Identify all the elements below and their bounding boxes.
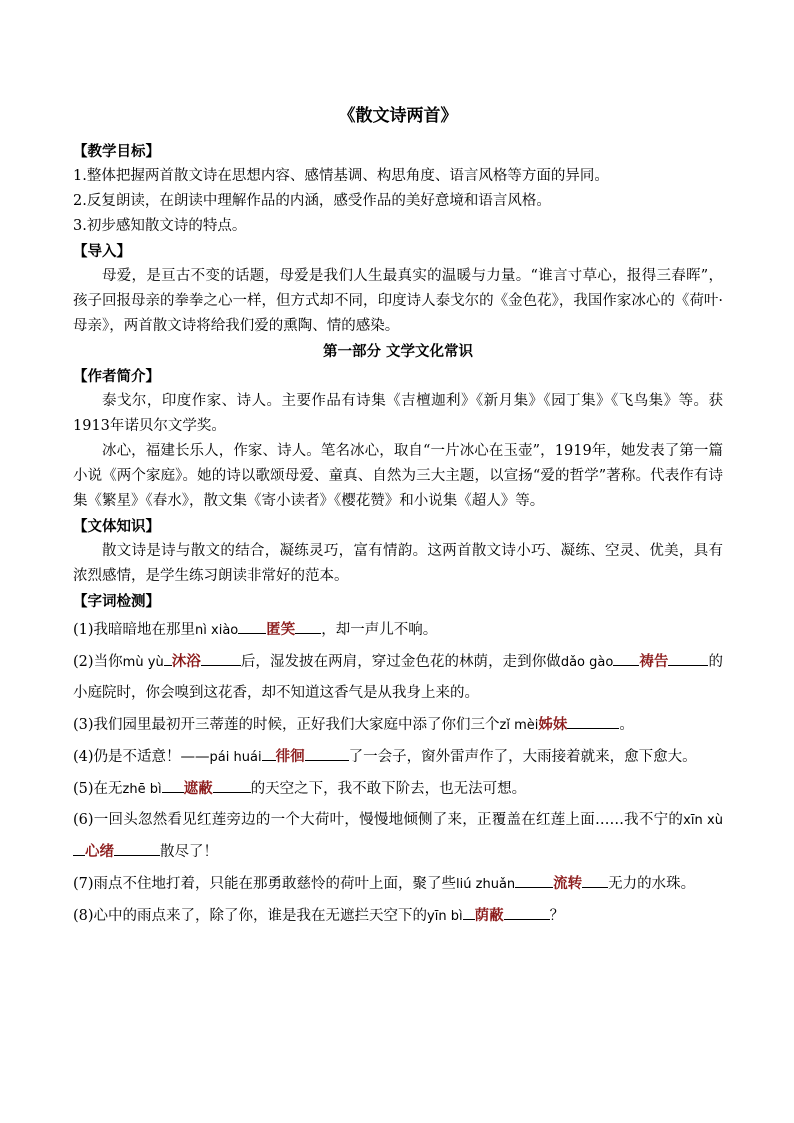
answer-blank — [262, 743, 276, 761]
genre-text: 散文诗是诗与散文的结合，凝练灵巧，富有情韵。这两首散文诗小巧、凝练、空灵、优美，具有浓烈感情，是学生练习朗读非常好的范本。 — [73, 543, 723, 584]
answer-blank — [515, 870, 553, 888]
author-tagore: 泰戈尔，印度作家、诗人。主要作品有诗集《吉檀迦利》《新月集》《园丁集》《飞鸟集》等。获1913年诺贝尔文学奖。 — [73, 393, 723, 434]
answer-blank — [238, 616, 266, 634]
answer: 姊妹 — [538, 716, 568, 733]
vocab-question-3: (3)我们园里最初开三蒂莲的时候，正好我们大家庭中添了你们三个zǐ mèi姊妹 。 — [73, 709, 723, 741]
genre-heading: 【文体知识】 — [73, 518, 160, 535]
vocab-question-1: (1)我暗暗地在那里nì xiào 匿笑 ，却一声儿不响。 — [73, 614, 723, 646]
answer: 徘徊 — [275, 748, 305, 765]
answer-blank — [164, 648, 172, 666]
answer: 流转 — [553, 875, 583, 892]
answer: 沐浴 — [171, 653, 201, 670]
authors-heading: 【作者简介】 — [73, 368, 160, 385]
document-content — [73, 103, 723, 932]
answer-blank — [73, 838, 85, 856]
intro-text: 母爱，是亘古不变的话题，母爱是我们人生最真实的温暖与力量。“谁言寸草心，报得三春晖”，孩子回报母亲的拳拳之心一样，但方式却不同，印度诗人泰戈尔的《金色花》，我国作家冰心的《荷叶·母亲》，两首散文诗将给我们爱的熏陶、情的感染。 — [73, 268, 723, 334]
answer-blank — [504, 902, 550, 920]
vocab-question-6: (6)一回头忽然看见红莲旁边的一个大荷叶，慢慢地倾侧了来，正覆盖在红莲上面……我不宁的xīn xù心绪 散尽了！ — [73, 812, 723, 860]
answer-blank — [295, 616, 321, 634]
answer: 心绪 — [85, 843, 114, 860]
pinyin: mù yù — [122, 655, 164, 670]
pinyin: dǎo gào — [560, 655, 614, 670]
answer-blank — [213, 775, 251, 793]
pinyin: zhē bì — [122, 782, 162, 797]
author-bingxin: 冰心，福建长乐人，作家、诗人。笔名冰心，取自“一片冰心在玉壶”，1919年，她发表了第一篇小说《两个家庭》。她的诗以歌颂母爱、童真、自然为三大主题，以宣扬“爱的哲学”著称。代表作有诗集《繁星》《春水》，散文集《寄小读者》《樱花赞》和小说集《超人》等。 — [73, 443, 723, 509]
answer: 遮蔽 — [183, 780, 213, 797]
answer: 荫蔽 — [474, 907, 504, 924]
vocab-question-5: (5)在无zhē bì 遮蔽 的天空之下，我不敢下阶去，也无法可想。 — [73, 773, 723, 805]
answer: 匿笑 — [266, 621, 296, 638]
answer-blank — [582, 870, 608, 888]
answer-blank — [567, 711, 619, 729]
vocab-question-4: (4)仍是不适意！——pái huái 徘徊 了一会子，窗外雷声作了，大雨接着就来，愈下愈大。 — [73, 741, 723, 773]
answer-blank — [668, 648, 708, 666]
intro-heading: 【导入】 — [73, 243, 131, 260]
answer-blank — [613, 648, 639, 666]
pinyin: yīn bì — [427, 909, 463, 924]
answer: 祷告 — [639, 653, 669, 670]
answer-blank — [463, 902, 475, 920]
pinyin: pái huái — [209, 750, 262, 765]
answer-blank — [201, 648, 241, 666]
pinyin: nì xiào — [195, 623, 239, 638]
section-title: 第一部分 文学文化常识 — [322, 343, 474, 360]
goal-item: 1.整体把握两首散文诗在思想内容、感情基调、构思角度、语言风格等方面的异同。 — [73, 168, 609, 184]
vocab-question-7: (7)雨点不住地打着，只能在那勇敢慈怜的荷叶上面，聚了些liú zhuǎn 流转 无力的水珠。 — [73, 868, 723, 900]
answer-blank — [114, 838, 160, 856]
pinyin: xīn xù — [683, 813, 723, 828]
pinyin: zǐ mèi — [499, 718, 539, 733]
vocab-question-2: (2)当你mù yù 沐浴 后，湿发披在两肩，穿过金色花的林荫，走到你做dǎo gào 祷告 的小庭院时，你会嗅到这花香，却不知道这香气是从我身上来的。 — [73, 646, 723, 709]
vocab-question-8: (8)心中的雨点来了，除了你，谁是我在无遮拦天空下的yīn bì 荫蔽 ？ — [73, 900, 723, 932]
pinyin: liú zhuǎn — [456, 877, 516, 892]
page-title: 《散文诗两首》 — [338, 106, 458, 126]
vocab-heading: 【字词检测】 — [73, 593, 160, 610]
answer-blank — [305, 743, 349, 761]
answer-blank — [162, 775, 184, 793]
goal-item: 2.反复朗读，在朗读中理解作品的内涵，感受作品的美好意境和语言风格。 — [73, 193, 551, 209]
goals-heading: 【教学目标】 — [73, 143, 160, 160]
goal-item: 3.初步感知散文诗的特点。 — [73, 218, 247, 234]
